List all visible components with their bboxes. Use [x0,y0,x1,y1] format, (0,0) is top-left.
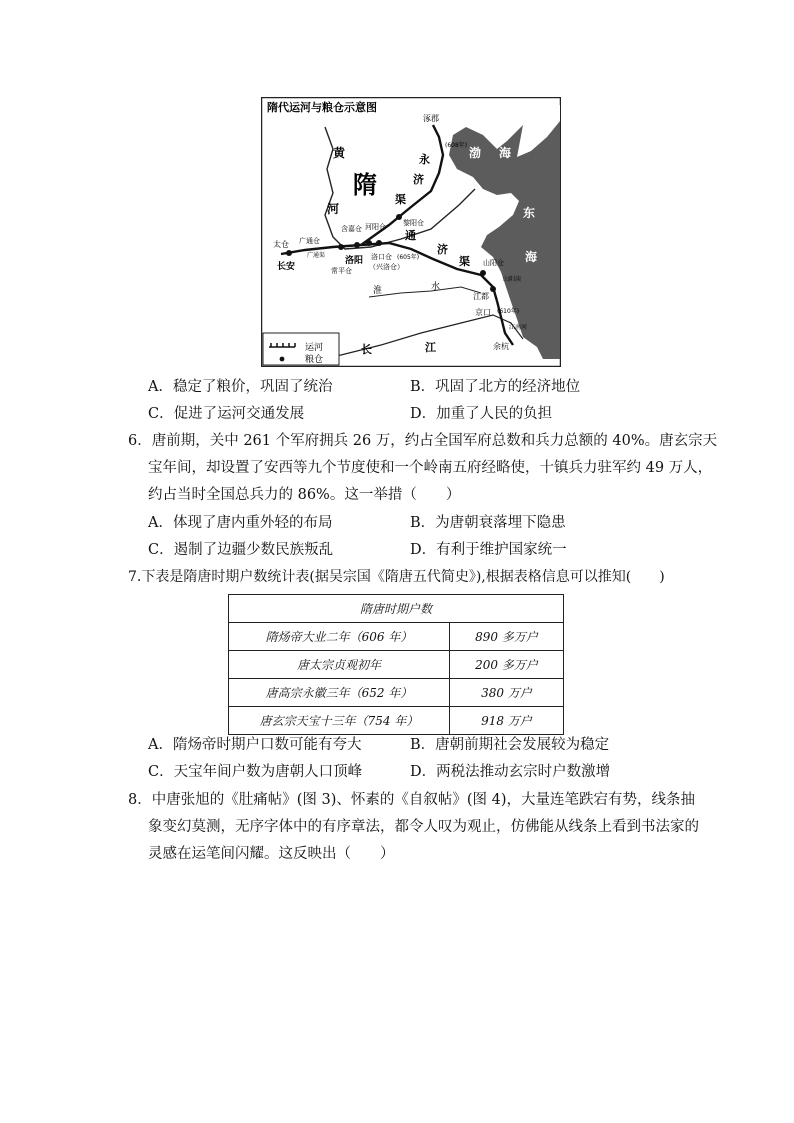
map-country-label: 隋 [353,171,377,199]
q6-stem-line-1: 6．唐前期，关中 261 个军府拥兵 26 万，约占全国军府总数和兵力总额的 40%。唐玄宗天 [128,433,718,449]
canal-label: 渠 [459,255,470,268]
granary-label: 洛口仓 [371,253,392,261]
table-row [229,679,564,707]
canal-label: 永 [419,153,430,166]
sui-canal-granary-map [261,97,561,367]
map-legend [263,333,339,365]
river-label: 淮 [373,286,383,296]
canal-label: 济 [413,173,424,186]
table-cell-period: 唐太宗贞观初年 [229,651,450,679]
table-row [229,651,564,679]
river-label: 黄 [333,146,346,160]
household-table [228,594,564,735]
q6-stem-line-2: 宝年间，却设置了安西等九个节度使和一个岭南五府经略使，十镇兵力驻军约 49 万人， [148,460,713,476]
table-title: 隋唐时期户数 [229,595,564,623]
city-label: 余杭 [493,342,509,351]
q7-stem: 7.下表是隋唐时期户数统计表(据吴宗国《隋唐五代简史》),根据表格信息可以推知( ) [128,569,665,585]
canal-label: 济 [437,243,448,256]
city-label: 太仓 [273,240,289,249]
q6-option-d: D．有利于维护国家统一 [410,542,567,558]
legend-granary-label: 粮仓 [305,355,324,365]
canal-label: 通 [405,229,416,242]
table-row [229,623,564,651]
q8-stem-line-1: 8．中唐张旭的《肚痛帖》(图 3)、怀素的《自叙帖》(图 4)，大量连笔跌宕有势，线条抽 [128,792,696,808]
table-cell-period: 唐玄宗天宝十三年（754 年） [229,707,450,735]
canal-name-label: 山阳渎 [503,276,522,283]
table-title-row [229,595,564,623]
granary-label: 山阳仓 [483,259,504,267]
table-cell-households: 918 万户 [450,707,564,735]
river-label: 河 [327,202,340,216]
q5-option-d: D．加重了人民的负担 [410,406,553,422]
q8-stem-line-2: 象变幻莫测，无序字体中的有序章法，都令人叹为观止，仿佛能从线条上看到书法家的 [148,819,699,835]
q7-option-c: C．天宝年间户数为唐朝人口顶峰 [148,764,363,780]
city-label: 京口 [475,308,491,317]
q5-option-c: C．促进了运河交通发展 [148,406,305,422]
table-cell-period: 唐高宗永徽三年（652 年） [229,679,450,707]
granary-label: 黎阳仓 [403,219,424,227]
q7-option-d: D．两税法推动玄宗时户数激增 [410,764,611,780]
granary-label: （兴洛仓） [369,263,404,271]
canal-year-label: (608年) [445,142,468,149]
canal-year-label: (605年) [397,254,420,261]
sea-label: 东 [523,206,536,220]
river-label: 水 [431,282,441,292]
q5-option-a: A．稳定了粮价，巩固了统治 [148,379,333,395]
q7-option-b: B．唐朝前期社会发展较为稳定 [410,737,610,753]
q6-option-a: A．体现了唐内重外轻的布局 [148,515,333,531]
city-label: 涿郡 [423,114,439,123]
river-label: 长 [361,343,372,356]
table-cell-households: 890 多万户 [450,623,564,651]
granary-label: 广通仓 [299,237,320,245]
canal-name-label: 广通渠 [307,252,326,259]
q8-stem-line-3: 灵感在运笔间闪耀。这反映出（ ） [148,846,395,862]
city-label: 长安 [277,262,296,272]
canal-label: 渠 [395,193,406,206]
q7-option-a: A．隋炀帝时期户口数可能有夸大 [148,737,362,753]
q5-option-b: B．巩固了北方的经济地位 [410,379,581,395]
granary-label: 常平仓 [331,267,352,275]
legend-canal-label: 运河 [305,343,324,353]
table-cell-households: 380 万户 [450,679,564,707]
sea-label: 海 [525,250,538,264]
canal-name-label: 江南河 [509,324,528,331]
granary-label: 河阳仓 [365,223,386,231]
table-row [229,707,564,735]
q6-option-c: C．遏制了边疆少数民族叛乱 [148,542,334,558]
city-label: 江都 [473,292,489,301]
sea-label: 海 [499,146,512,160]
map-title: 隋代运河与粮仓示意图 [267,101,377,114]
granary-label: 含嘉仓 [341,225,362,233]
q6-stem-line-3: 约占当时全国总兵力的 86%。这一举措（ ） [148,487,461,503]
q6-option-b: B．为唐朝衰落埋下隐患 [410,515,566,531]
canal-year-label: (610年) [497,308,520,315]
city-label: 洛阳 [345,256,364,266]
river-label: 江 [425,341,436,354]
table-cell-period: 隋炀帝大业二年（606 年） [229,623,450,651]
table-cell-households: 200 多万户 [450,651,564,679]
sea-label: 渤 [469,146,482,160]
